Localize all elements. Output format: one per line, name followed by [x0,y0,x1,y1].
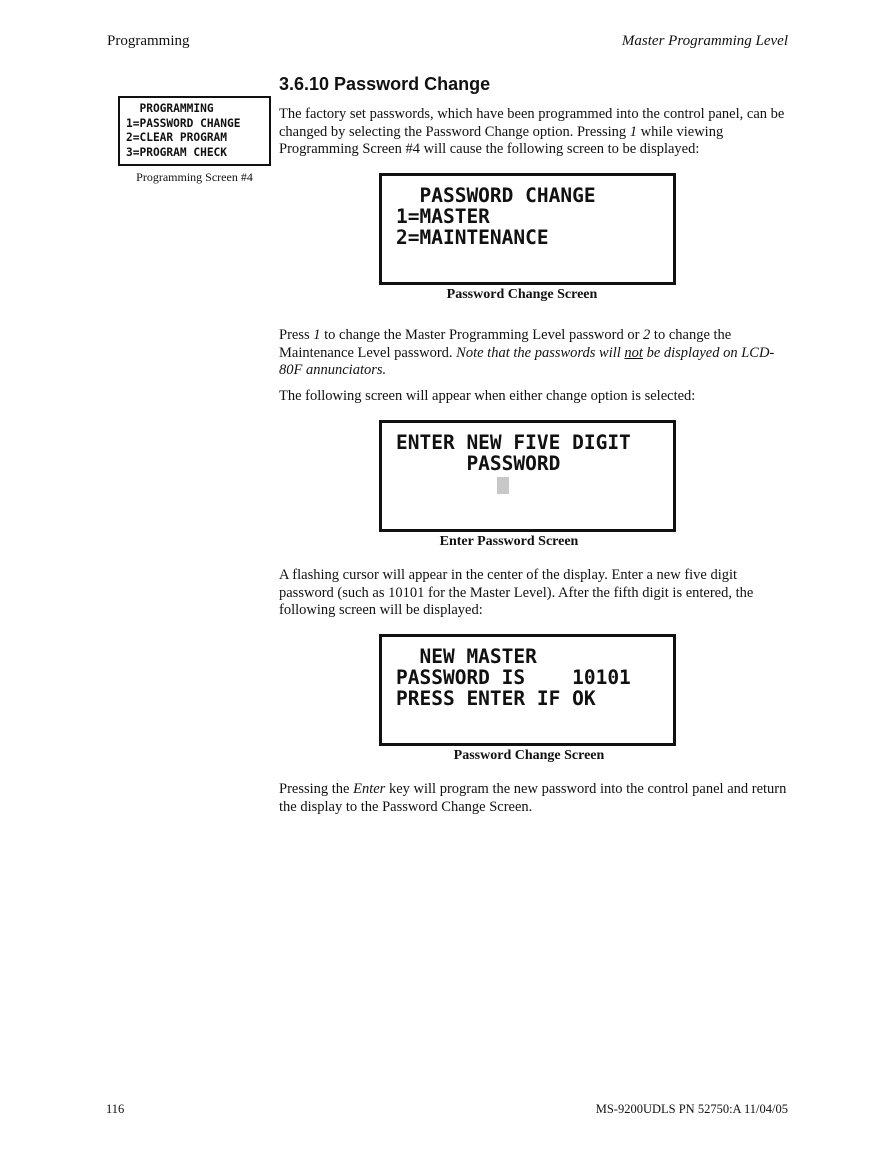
following-screen-paragraph: The following screen will appear when either change option is selected: [279,388,696,404]
document-id: MS-9200UDLS PN 52750:A 11/04/05 [595,1102,788,1116]
programming-screen-4-display [118,96,271,166]
lcd-line: PASSWORD IS 10101 [396,666,631,689]
lcd-line: PASSWORD [396,452,561,475]
header-left-title: Programming [107,33,190,49]
enter-password-caption: Enter Password Screen [439,534,579,549]
lcd-line: PASSWORD CHANGE [396,184,596,207]
lcd-line: NEW MASTER [396,645,537,668]
lcd-line: 2=CLEAR PROGRAM [126,131,228,144]
lcd-line: 1=MASTER [396,205,490,228]
header-right-title: Master Programming Level [621,33,788,49]
section-title: 3.6.10 Password Change [279,74,491,94]
new-master-password-display [379,634,676,746]
password-change-caption: Password Change Screen [446,287,598,302]
flashing-cursor [497,477,509,494]
flashing-cursor-paragraph: A flashing cursor will appear in the center of the display. Enter a new five digit password (such as 10101 for the Master Level). After the fifth digit is entered, the following screen will be displayed: [279,567,754,618]
enter-key-paragraph: Pressing the Enter key will program the new password into the control panel and return the display to the Password Change Screen. [279,781,787,815]
lcd-line: PRESS ENTER IF OK [396,687,596,710]
lcd-line: 3=PROGRAM CHECK [126,145,228,159]
lcd-line: ENTER NEW FIVE DIGIT [396,431,631,454]
press-option-paragraph: Press 1 to change the Master Programming Level password or 2 to change the Maintenance Level password. Note that the passwords will not be displayed on LCD-80F annunciators. [279,327,775,378]
password-change-caption-2: Password Change Screen [453,748,605,763]
password-change-display [379,173,676,285]
intro-paragraph: The factory set passwords, which have been programmed into the control panel, can be changed by selecting the Password Change option. Pressing 1 while viewing Programming Screen #4 will cause the following screen to be displayed: [279,106,785,157]
lcd-line: 1=PASSWORD CHANGE [126,116,241,130]
enter-password-display [379,420,676,532]
cursor-line [396,474,673,495]
lcd-line: 2=MAINTENANCE [396,226,549,249]
lcd-line: PROGRAMMING [126,102,214,115]
page-number: 116 [106,1102,125,1116]
programming-screen-4-caption: Programming Screen #4 [136,170,253,184]
